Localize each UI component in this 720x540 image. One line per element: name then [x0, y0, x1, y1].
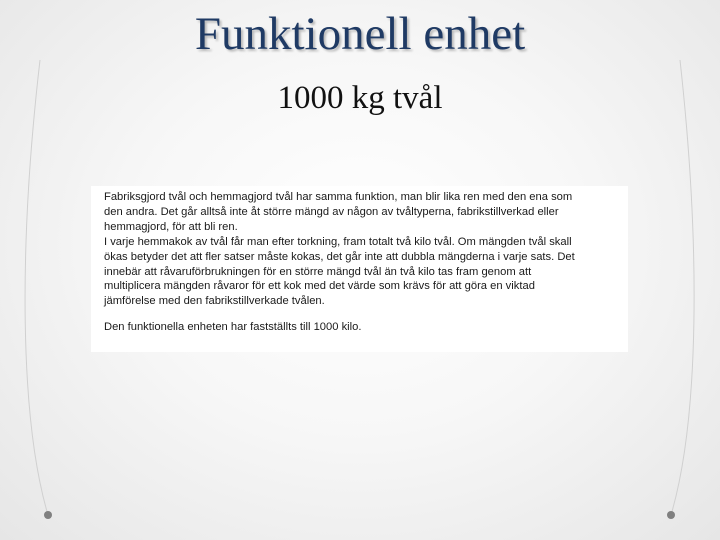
text-block-image: [91, 186, 628, 352]
text-paragraph: Den funktionella enheten har fastställts till 1000 kilo.: [104, 321, 362, 334]
bottom-right-dot: [667, 511, 675, 519]
text-paragraph: Fabriksgjord tvål och hemmagjord tvål har samma funktion, man blir lika ren med den ena som den andra. Det går alltså inte åt större mängd av någon av tvåltyperna, fabrikstillverkad eller hemmagjord, för att bli ren. I varje hemmakok av tvål får man efter torkning, fram totalt två kilo tvål. Om mängden tvål skall ökas betyder det att fler satser måste kokas, det går inte att dubbla mängderna i varje sats. Det innebär att råvaruförbrukningen för en större mängd tvål än två kilo tas fram genom att multiplicera mängden råvaror för ett kok med det värde som krävs för att göra en viktad jämförelse med den fabrikstillverkade tvålen.: [104, 191, 575, 308]
slide-subtitle: 1000 kg tvål: [277, 80, 443, 116]
bottom-left-dot: [44, 511, 52, 519]
slide-title: Funktionell enhet: [194, 8, 526, 60]
